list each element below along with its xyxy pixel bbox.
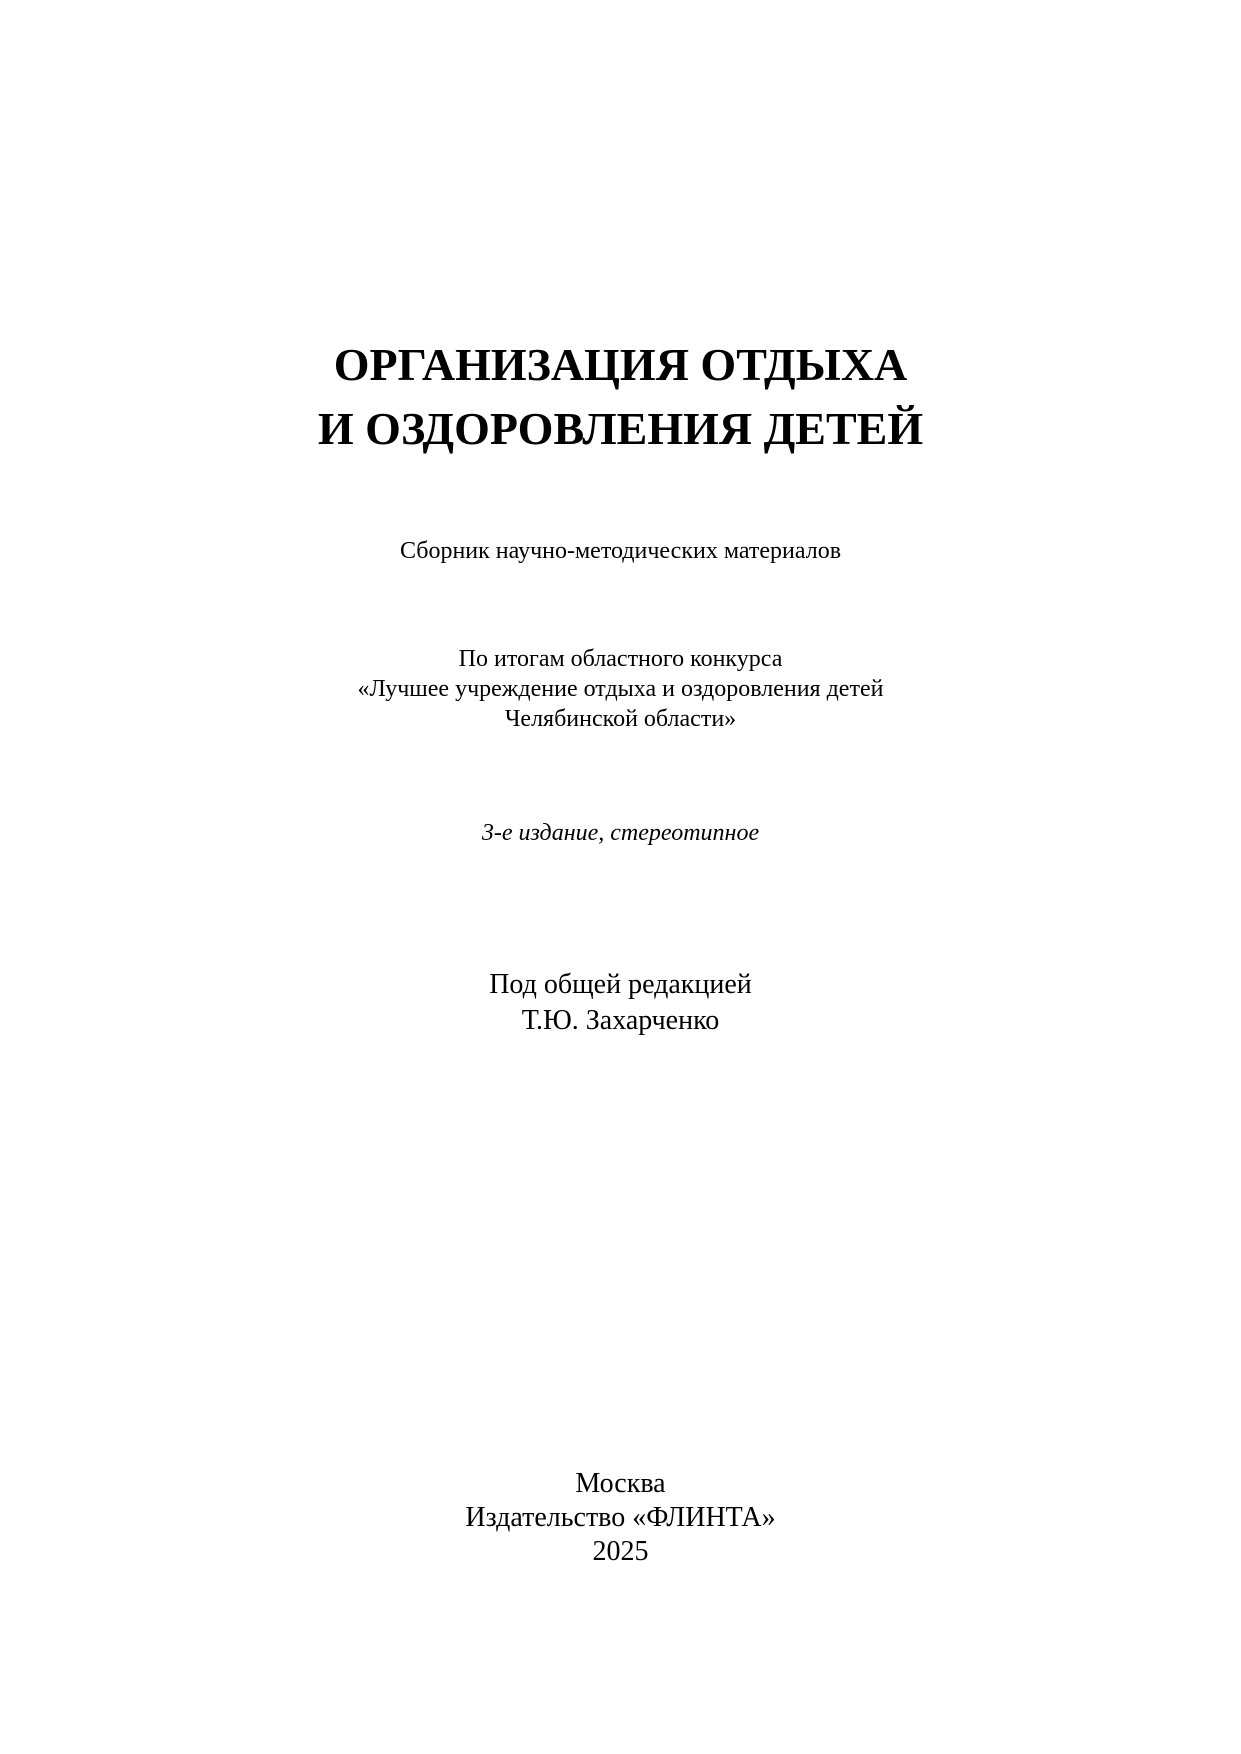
book-subtitle-text: Сборник научно-методических материалов	[399, 538, 842, 564]
contest-note-line-2: «Лучшее учреждение отдыха и оздоровления детей	[357, 676, 884, 702]
contest-note	[0, 644, 1241, 734]
contest-note-line-1: По итогам областного конкурса	[458, 646, 783, 672]
edition-note	[0, 818, 1241, 848]
imprint-year: 2025	[592, 1536, 649, 1567]
editor-name: Т.Ю. Захарченко	[521, 1005, 720, 1036]
edition-note-text: 3-е издание, стереотипное	[481, 820, 760, 846]
editor-credit	[0, 967, 1241, 1039]
book-subtitle	[0, 536, 1241, 566]
book-title-line-1: ОРГАНИЗАЦИЯ ОТДЫХА	[333, 339, 908, 390]
imprint-publisher: Издательство «ФЛИНТА»	[465, 1502, 776, 1533]
editor-credit-label: Под общей редакцией	[489, 969, 752, 1000]
book-title	[0, 333, 1241, 461]
contest-note-line-3: Челябинской области»	[504, 706, 737, 732]
book-title-line-2: И ОЗДОРОВЛЕНИЯ ДЕТЕЙ	[317, 403, 924, 454]
imprint-city: Москва	[575, 1468, 666, 1499]
imprint	[0, 1467, 1241, 1569]
